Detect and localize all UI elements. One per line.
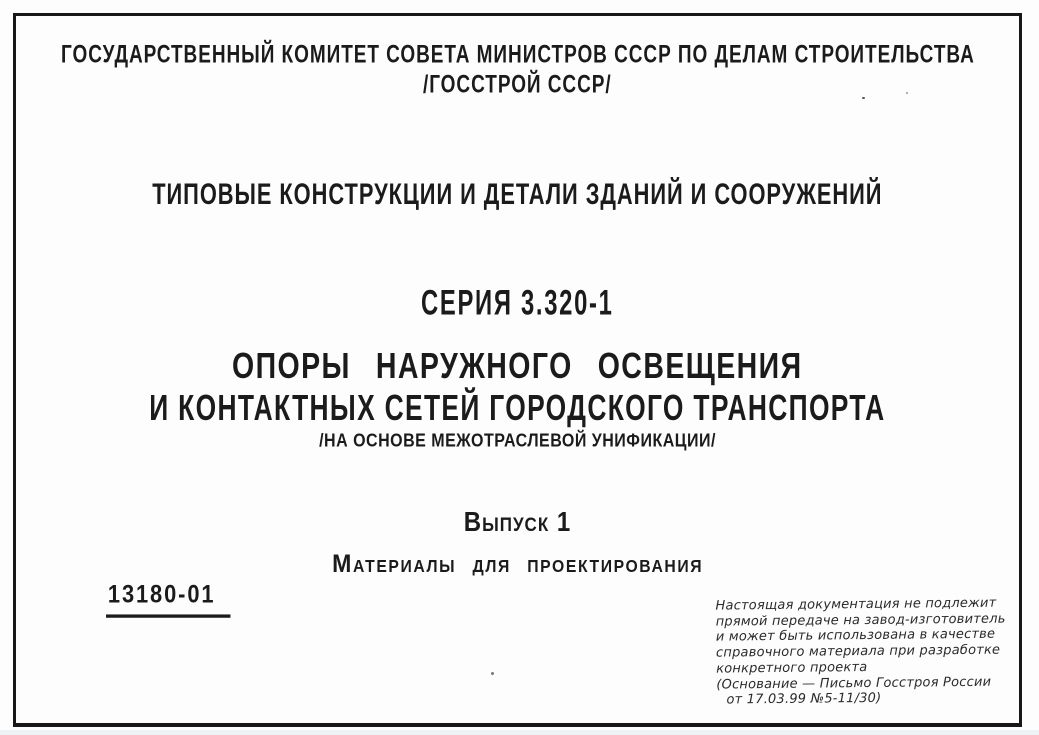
header-organization: ГОСУДАРСТВЕННЫЙ КОМИТЕТ СОВЕТА МИНИСТРОВ СССР ПО ДЕЛАМ СТРОИТЕЛЬСТВА xyxy=(60,41,975,69)
header-row-2 xyxy=(13,71,1022,99)
title-row-2 xyxy=(13,388,1022,429)
title-row-1 xyxy=(13,346,1022,387)
handwritten-note-line: и может быть использована в качестве xyxy=(715,627,996,645)
typical-constructions-subtitle: ТИПОВЫЕ КОНСТРУКЦИИ И ДЕТАЛИ ЗДАНИЙ И СООРУЖЕНИЙ xyxy=(152,176,883,211)
header-row-1 xyxy=(13,41,1022,69)
unification-note: /НА ОСНОВЕ МЕЖОТРАСЛЕВОЙ УНИФИКАЦИИ/ xyxy=(319,431,716,452)
scan-speck xyxy=(491,672,494,675)
handwritten-note-line: от 17.03.99 №5-11/30) xyxy=(726,691,882,708)
main-title-line2: И КОНТАКТНЫХ СЕТЕЙ ГОРОДСКОГО ТРАНСПОРТА xyxy=(149,388,886,429)
document-number: 13180-01 xyxy=(106,579,231,618)
header-gosstroy: /ГОССТРОЙ СССР/ xyxy=(423,71,612,99)
handwritten-note-line: справочного материала при разработке xyxy=(715,642,1001,661)
handwritten-note-line: конкретного проекта xyxy=(716,659,868,677)
scan-speck xyxy=(862,97,865,99)
issue-subtitle: Материалы для проектирования xyxy=(331,549,704,578)
series-row xyxy=(13,283,1022,322)
series-number: СЕРИЯ 3.320-1 xyxy=(421,283,614,322)
scan-edge-strip xyxy=(0,730,1039,735)
title-note-row xyxy=(13,433,1022,451)
issue-subtitle-row xyxy=(13,551,1022,577)
issue-label: Выпуск 1 xyxy=(463,506,572,538)
handwritten-note-line: (Основание — Письмо Госстроя России xyxy=(716,674,992,693)
issue-row xyxy=(13,506,1022,538)
handwritten-note-line: прямой передаче на завод-изготовитель xyxy=(715,611,1006,630)
handwritten-note xyxy=(715,595,1018,708)
handwritten-note-line: Настоящая документация не подлежит xyxy=(715,595,997,614)
scan-speck xyxy=(906,92,908,94)
main-title-line1: ОПОРЫ НАРУЖНОГО ОСВЕЩЕНИЯ xyxy=(232,346,803,387)
subtitle-row xyxy=(13,176,1022,211)
